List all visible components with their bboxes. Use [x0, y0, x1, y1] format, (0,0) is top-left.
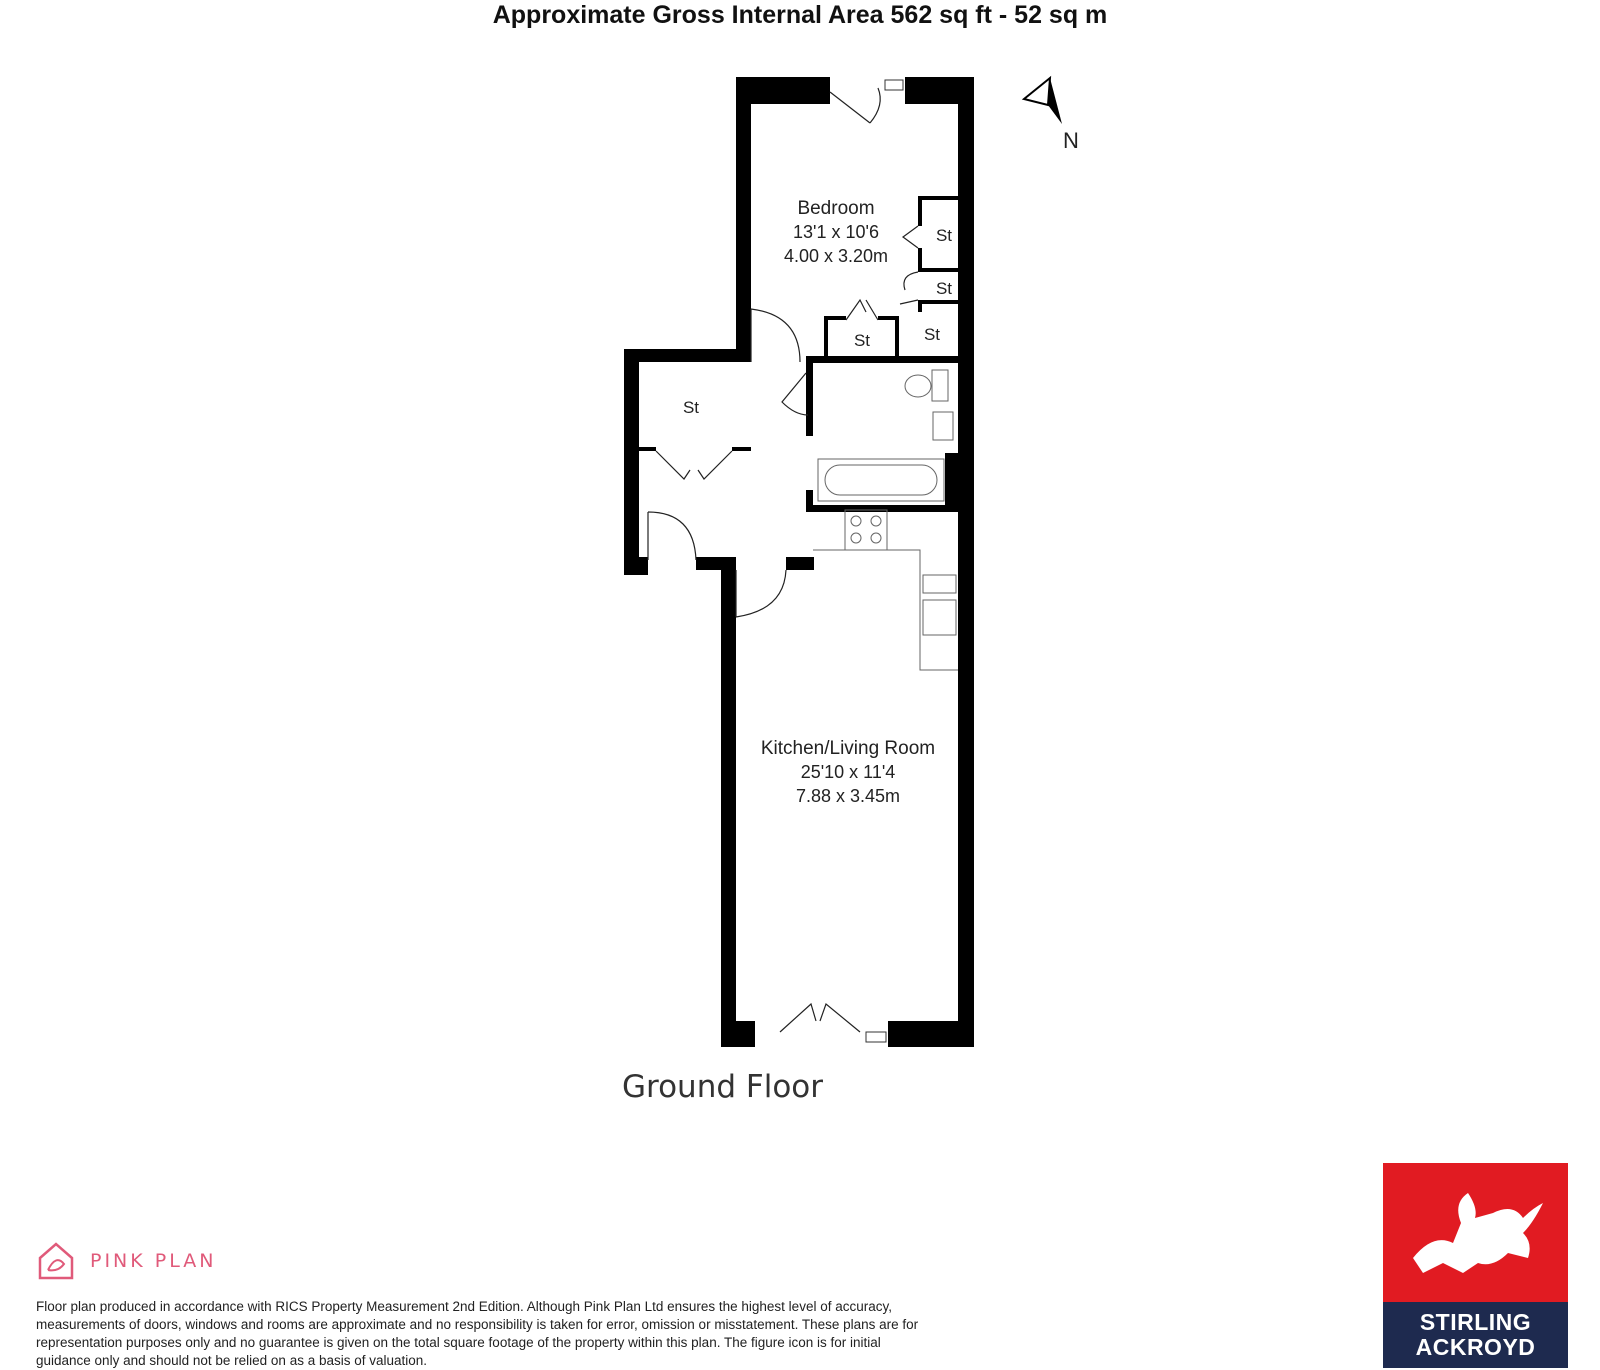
kitchen-living-imperial: 25'10 x 11'4 [800, 762, 896, 782]
storage-label-1: St [935, 226, 953, 245]
kitchen-living-name: Kitchen/Living Room [760, 738, 936, 759]
stirling-ackroyd-logo [1383, 1163, 1568, 1368]
floor-label: Ground Floor [622, 1069, 824, 1105]
bedroom-metric: 4.00 x 3.20m [783, 246, 889, 266]
pink-plan-logo [36, 1240, 216, 1282]
page-title: Approximate Gross Internal Area 562 sq ft - 52 sq m [492, 1, 1108, 29]
brand-line-2: ACKROYD [1415, 1334, 1536, 1360]
brand-red-panel [1383, 1163, 1568, 1302]
brand-line-1: STIRLING [1419, 1309, 1532, 1335]
bedroom-imperial: 13'1 x 10'6 [793, 222, 879, 242]
storage-label-2: St [935, 279, 953, 298]
bedroom-name: Bedroom [797, 198, 875, 219]
storage-label-5: St [682, 398, 700, 417]
storage-label-3: St [923, 325, 941, 344]
disclaimer: Floor plan produced in accordance with RICS Property Measurement 2nd Edition. Although Pink Plan Ltd ensures the highest level of accuracy, measurements of doors, windows and rooms are approximate and no responsibility is taken for error, omission or misstatement. These plans are for representation purposes only and no guarantee is given on the total square footage of the property within this plan. The figure icon is for initial guidance only and should not be relied on as a basis of valuation. [36, 1299, 919, 1368]
house-icon [36, 1240, 76, 1282]
compass [1024, 78, 1079, 153]
pink-plan-name: PINK PLAN [90, 1250, 217, 1272]
griffin-icon [1383, 1163, 1568, 1302]
fixtures [813, 370, 958, 670]
compass-label: N [1063, 128, 1079, 153]
storage-label-4: St [853, 331, 871, 350]
brand-navy-panel [1383, 1302, 1568, 1368]
kitchen-living-metric: 7.88 x 3.45m [795, 786, 901, 806]
